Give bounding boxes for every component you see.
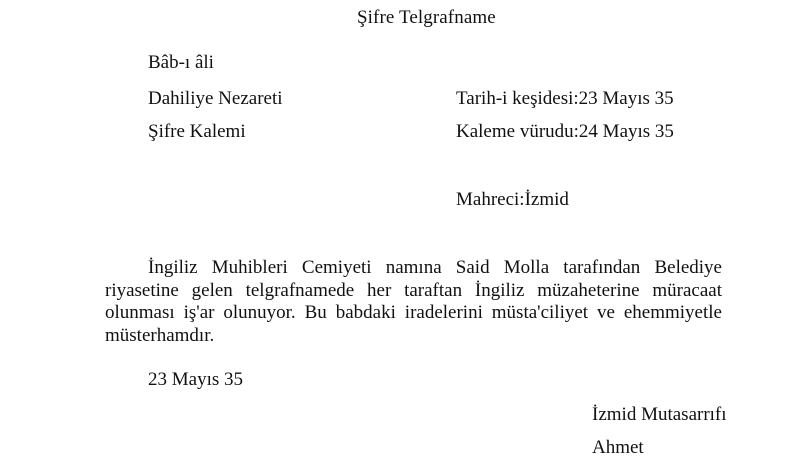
signature-title: İzmid Mutasarrıfı <box>592 404 727 425</box>
closing-date: 23 Mayıs 35 <box>148 369 243 390</box>
document-title: Şifre Telgrafname <box>357 7 496 28</box>
body-paragraph: İngiliz Muhibleri Cemiyeti namına Said Molla tarafından Belediye riyasetine gelen telgrafnamede her taraftan İngiliz müzaheterine müracaat olunması iş'ar olunuyor. Bu babdaki iradelerini müsta'ciliyet ve ehemmiyetle müsterhamdır. <box>105 257 722 346</box>
header-cipher-office: Şifre Kalemi <box>148 121 246 142</box>
header-ministry: Dahiliye Nezareti <box>148 88 283 109</box>
signature-name: Ahmet <box>592 437 644 458</box>
origin-line: Mahreci:İzmid <box>456 189 569 210</box>
header-send-date: Tarih-i keşidesi:23 Mayıs 35 <box>456 88 674 109</box>
header-sublime-porte: Bâb-ı âli <box>148 52 214 73</box>
header-received-date: Kaleme vürudu:24 Mayıs 35 <box>456 121 674 142</box>
